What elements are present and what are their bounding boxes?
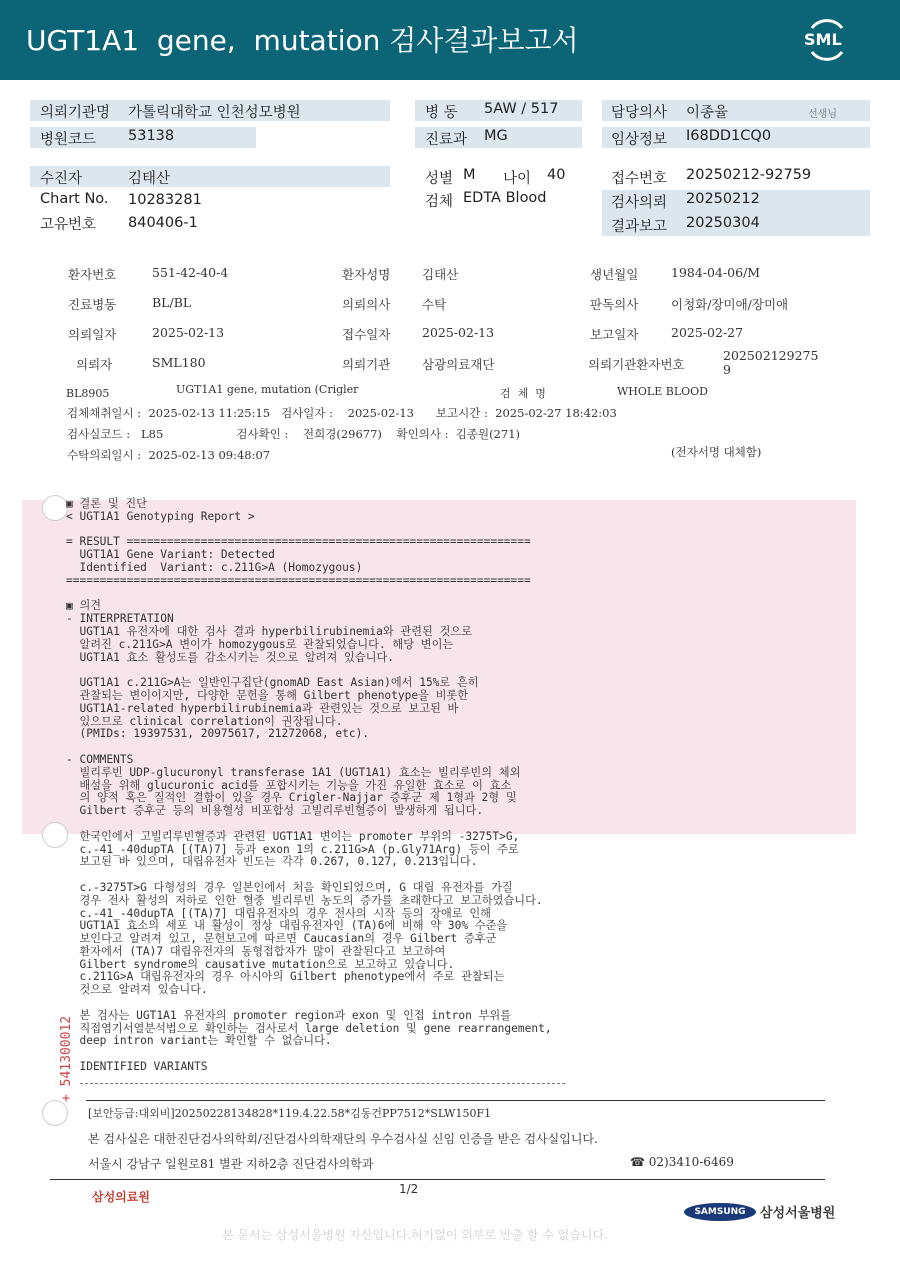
sex-value: M	[463, 167, 476, 183]
footer-bottom-rule	[50, 1179, 825, 1180]
scan-r4-value1: SML180	[152, 355, 206, 370]
request-value: 20250212	[686, 191, 760, 207]
scan-r2-label2: 의뢰의사	[342, 297, 391, 312]
result-line: c.-41_-40dupTA [(TA)7] 등과 exon 1의 c.211G>A (p.Gly71Arg) 등이 주로	[66, 842, 519, 856]
scan-r3-label2: 접수일자	[342, 327, 391, 342]
result-line: UGT1A1 c.211G>A는 일반인구집단(gnomAD East Asian)에서 15%로 흔히	[66, 676, 479, 690]
scan-r3-value1: 2025-02-13	[152, 325, 225, 340]
result-line: 알려진 c.211G>A 변이가 homozygous로 관찰되었습니다. 해당 변이는	[66, 637, 454, 651]
ownership-notice: 본 문서는 삼성서울병원 자산입니다.허가없이 외부로 반출 할 수 없습니다.	[222, 1228, 608, 1242]
result-line: c.-41_-40dupTA [(TA)7] 대립유전자의 경우 전사의 시작 등의 장애로 인해	[66, 906, 491, 920]
punch-hole	[42, 822, 68, 848]
page-number: 1/2	[399, 1182, 419, 1196]
org-name: 삼성의료원	[92, 1190, 150, 1204]
address-line: 서울시 강남구 일원로81 별관 지하2층 진단검사의학과	[88, 1157, 374, 1171]
sml-logo	[800, 14, 852, 66]
result-line: UGT1A1 효소의 세포 내 활성이 정상 대립유전자인 (TA)6에 비해 약 30% 수준을	[66, 919, 508, 933]
ward-label: 병 동	[425, 105, 458, 121]
collection-line: 검체채취일시 : 2025-02-13 11:25:15 검사일자 : 2025-02-13 보고시간 : 2025-02-27 18:42:03	[67, 406, 617, 420]
result-line: Gilbert 증후군 등의 비용혈성 비포합성 고빌리루빈혈증이 발생하게 됩니다.	[66, 804, 484, 818]
punch-hole	[42, 495, 68, 521]
result-line: (PMIDs: 19397531, 20975617, 21272068, etc).	[66, 727, 370, 741]
scan-r1-value2: 김태산	[422, 267, 459, 282]
chart-label: Chart No.	[40, 191, 109, 207]
age-value: 40	[547, 167, 566, 183]
logo-text: SML	[804, 30, 842, 49]
doctor-label: 담당의사	[611, 105, 668, 121]
patient-label: 수진자	[40, 171, 83, 187]
result-line: 있으므로 clinical correlation이 권장됩니다.	[66, 714, 343, 728]
clinical-value: I68DD1CQ0	[686, 128, 772, 144]
patient-value: 김태산	[128, 171, 171, 187]
ward-value: 5AW / 517	[484, 101, 559, 117]
scan-r4-label1: 의뢰자	[76, 357, 113, 372]
result-line	[66, 818, 552, 831]
unique-value: 840406-1	[128, 215, 198, 231]
specimen-name-label: 검 체 명	[500, 387, 546, 400]
age-label: 나이	[503, 171, 532, 187]
request-time-line: 수탁의뢰일시 : 2025-02-13 09:48:07	[67, 448, 271, 462]
result-line: UGT1A1 효소 활성도를 감소시키는 것으로 알려져 있습니다.	[66, 650, 394, 664]
hospital-name: 삼성서울병원	[760, 1206, 836, 1221]
scan-r1-label1: 환자번호	[68, 267, 117, 282]
doctor-value: 이종율	[686, 105, 729, 121]
result-line: 배설을 위해 glucuronic acid를 포합시키는 기능을 가진 유일한 효소로 이 효소	[66, 778, 512, 792]
result-line: c.-3275T>G 다형성의 경우 일본인에서 처음 확인되었으며, G 대립 유전자를 가질	[66, 880, 513, 894]
institution-label: 의뢰기관명	[40, 105, 111, 121]
result-line: UGT1A1-related hyperbilirubinemia과 관련있는 것으로 보고된 바	[66, 701, 459, 715]
result-line: c.211G>A 대립유전자의 경우 아시아의 Gilbert phenotype에서 주로 관찰되는	[66, 970, 505, 984]
result-line: 관찰되는 변이이지만, 다양한 문헌을 통해 Gilbert phenotype을 비롯한	[66, 688, 469, 702]
scan-r2-label1: 진료병동	[68, 297, 117, 312]
result-line: < UGT1A1 Genotyping Report >	[66, 509, 255, 523]
result-line: IDENTIFIED VARIANTS	[66, 1060, 208, 1074]
phone-line: ☎ 02)3410-6469	[630, 1155, 734, 1169]
result-line: =====================================================================	[66, 573, 531, 587]
scan-r1-label3: 생년월일	[590, 267, 639, 282]
dept-value: MG	[484, 128, 508, 144]
punch-hole	[42, 1100, 68, 1126]
scan-r2-value1: BL/BL	[152, 295, 192, 310]
result-line: 환자에서 (TA)7 대립유전자의 동형접합자가 많이 관찰된다고 보고하여	[66, 944, 446, 958]
doctor-suffix: 선생님	[808, 109, 837, 120]
result-line: Gilbert syndrome의 causative mutation으로 보고하고 있습니다.	[66, 957, 455, 971]
certification-line: 본 검사실은 대한진단검사의학회/진단검사의학재단의 우수검사실 신임 인증을 받은 검사실입니다.	[88, 1132, 598, 1146]
scan-r1-label2: 환자성명	[342, 267, 391, 282]
esign-note: (전자서명 대체함)	[671, 445, 762, 459]
patient-box	[30, 166, 390, 187]
result-line: 것으로 알려져 있습니다.	[66, 983, 208, 997]
scan-r2-value2: 수탁	[422, 297, 447, 312]
specimen-name-value: WHOLE BLOOD	[617, 385, 708, 398]
scan-r3-value3: 2025-02-27	[671, 325, 744, 340]
footer-top-rule	[86, 1100, 825, 1101]
scan-r4-label3: 의뢰기관환자번호	[588, 357, 685, 372]
hospital-code-label: 병원코드	[40, 132, 97, 148]
dept-label: 진료과	[425, 132, 468, 148]
institution-value: 가톨릭대학교 인천성모병원	[128, 105, 301, 121]
result-line: 한국인에서 고빌리루빈혈증과 관련된 UGT1A1 변이는 promoter 부위의 -3275T>G,	[66, 829, 520, 843]
request-label: 검사의뢰	[611, 195, 668, 211]
result-line	[66, 588, 552, 601]
scan-r1-value1: 551-42-40-4	[152, 265, 229, 280]
scan-r2-value3: 이청화/장미애/장미애	[671, 297, 789, 312]
test-name: UGT1A1 gene, mutation (Crigler	[176, 383, 359, 396]
scan-r4-value3: 202502129275	[723, 348, 819, 363]
sex-label: 성별	[425, 171, 454, 187]
result-line: = RESULT ============================================================	[66, 535, 531, 549]
scan-r3-value2: 2025-02-13	[422, 325, 495, 340]
specimen-label: 검체	[425, 194, 454, 210]
receipt-label: 접수번호	[611, 171, 668, 187]
scan-r4-value2: 삼광의료재단	[422, 357, 495, 372]
result-line: deep intron variant는 확인할 수 없습니다.	[66, 1034, 332, 1048]
result-line: 의 양적 혹은 질적인 결함이 있을 경우 Crigler-Najjar 증후군 제 1형과 2형 및	[66, 791, 517, 805]
result-line	[66, 997, 552, 1010]
unique-label: 고유번호	[40, 217, 97, 233]
chart-value: 10283281	[128, 192, 202, 208]
scan-r4-label2: 의뢰기관	[342, 357, 391, 372]
samsung-logo: SAMSUNG	[684, 1203, 756, 1221]
variants-divider	[80, 1083, 565, 1084]
result-line: 보인다고 알려져 있고, 문헌보고에 따르면 Caucasian의 경우 Gilbert 증후군	[66, 932, 497, 946]
result-line: - INTERPRETATION	[66, 612, 174, 626]
clinical-label: 임상정보	[611, 132, 668, 148]
scan-r3-label1: 의뢰일자	[68, 327, 117, 342]
result-line: UGT1A1 Gene Variant: Detected	[66, 548, 275, 562]
result-line: ▣ 의견	[66, 599, 102, 613]
specimen-value: EDTA Blood	[463, 190, 547, 206]
scan-r3-label3: 보고일자	[590, 327, 639, 342]
result-line: 경우 전사 활성의 저하로 인한 혈중 빌리루빈 농도의 증가를 초래한다고 보고하였습니다.	[66, 893, 543, 907]
report-label: 결과보고	[611, 219, 668, 235]
result-line: 직접염기서열분석법으로 확인하는 검사로서 large deletion 및 gene rearrangement,	[66, 1021, 552, 1035]
result-line: UGT1A1 유전자에 대한 검사 결과 hyperbilirubinemia와 관련된 것으로	[66, 624, 472, 638]
result-line: 본 검사는 UGT1A1 유전자의 promoter region과 exon 및 인접 intron 부위를	[66, 1008, 511, 1022]
scan-r2-label3: 판독의사	[590, 297, 639, 312]
scan-r1-value3: 1984-04-06/M	[671, 265, 761, 280]
scan-r4-value3-cont: 9	[723, 362, 731, 377]
result-line: ▣ 결론 및 진단	[66, 497, 147, 510]
result-line	[66, 869, 552, 882]
report-value: 20250304	[686, 215, 760, 231]
lab-code-line: 검사실코드 : L85 검사확인 : 전희경(29677) 확인의사 : 김종원(271)	[67, 427, 521, 441]
result-line: 빌리루빈 UDP-glucuronyl transferase 1A1 (UGT1A1) 효소는 빌리루빈의 체외	[66, 765, 521, 779]
test-code: BL8905	[66, 387, 110, 400]
result-line: 보고된 바 있으며, 대립유전자 빈도는 각각 0.267, 0.127, 0.213입니다.	[66, 855, 478, 869]
report-title: UGT1A1 gene, mutation 검사결과보고서	[26, 24, 579, 57]
hospital-code-value: 53138	[128, 128, 175, 144]
result-line: Identified Variant: c.211G>A (Homozygous)	[66, 560, 363, 574]
result-line: - COMMENTS	[66, 752, 134, 766]
result-text	[66, 498, 552, 1074]
result-line	[66, 741, 552, 754]
security-line: [보안등급:대외비]20250228134828*119.4.22.58*김동건PP7512*SLW150F1	[88, 1107, 492, 1120]
side-serial-number: + 541300012	[59, 1015, 74, 1102]
receipt-value: 20250212-92759	[686, 167, 812, 183]
